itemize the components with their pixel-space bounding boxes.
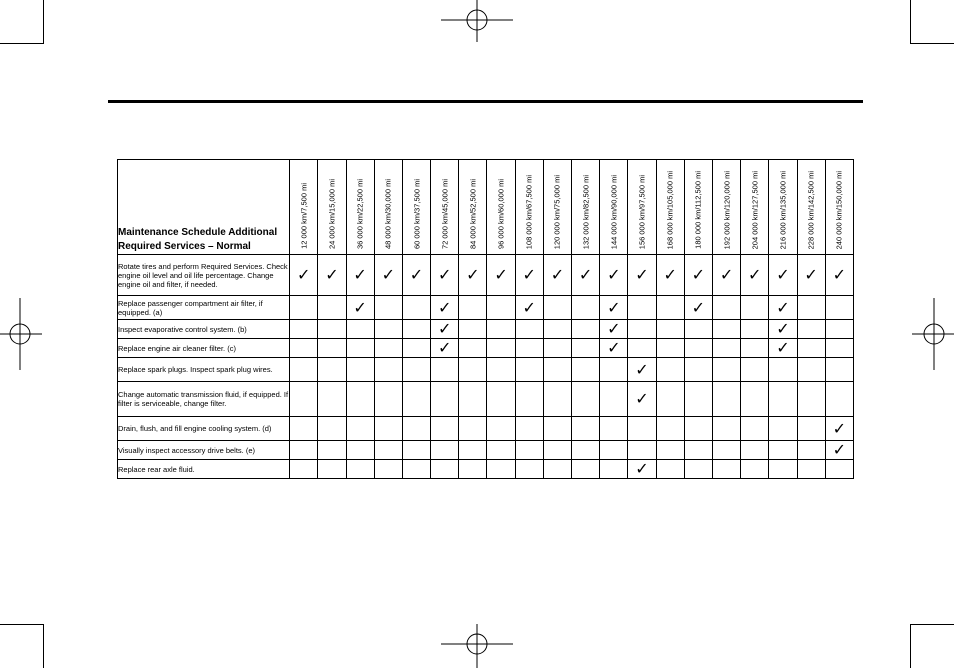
interval-cell [769,358,797,382]
interval-cell [825,417,853,441]
interval-cell [318,382,346,417]
interval-cell [797,320,825,339]
table-row [118,339,854,358]
interval-header [402,160,430,255]
check-mark-icon: ✓ [578,265,593,284]
interval-label: 180 000 km/112,500 mi [693,171,703,249]
interval-cell [656,339,684,358]
interval-cell [600,255,628,296]
interval-cell [487,441,515,460]
interval-cell [402,358,430,382]
interval-cell [712,339,740,358]
interval-cell [346,417,374,441]
service-description: Rotate tires and perform Required Services. Check engine oil level and oil life percentage. Change engine oil and filter, if needed. [118,255,290,296]
maintenance-schedule-table [117,159,854,479]
interval-header [459,160,487,255]
interval-cell [290,358,318,382]
interval-cell [769,320,797,339]
table-body [118,255,854,479]
crop-mark [910,624,911,668]
interval-cell [402,255,430,296]
interval-cell [769,339,797,358]
interval-cell [712,255,740,296]
check-mark-icon: ✓ [353,265,367,284]
check-mark-icon: ✓ [776,297,790,317]
check-mark-icon: ✓ [804,265,818,284]
interval-cell [431,460,459,479]
interval-cell [741,358,769,382]
interval-header [628,160,656,255]
interval-cell [797,255,825,296]
interval-cell [797,441,825,460]
table-row [118,320,854,339]
crop-mark [0,43,44,44]
interval-cell [572,320,600,339]
interval-cell [318,255,346,296]
service-description: Replace rear axle fluid. [118,460,290,479]
interval-cell [487,339,515,358]
interval-cell [769,255,797,296]
interval-cell [769,296,797,320]
interval-cell [459,358,487,382]
interval-label: 120 000 km/75,000 mi [552,174,562,249]
interval-cell [684,441,712,460]
interval-cell [572,358,600,382]
interval-cell [684,296,712,320]
check-mark-icon: ✓ [832,418,847,438]
interval-label: 84 000 km/52,500 mi [468,178,478,249]
interval-cell [769,417,797,441]
interval-cell [572,255,600,296]
interval-label: 24 000 km/15,000 mi [327,178,337,249]
interval-cell [825,441,853,460]
interval-cell [572,417,600,441]
crop-mark [43,0,44,44]
interval-cell [712,441,740,460]
interval-cell [600,339,628,358]
interval-cell [684,320,712,339]
interval-cell [431,320,459,339]
interval-cell [543,382,571,417]
check-mark-icon: ✓ [381,265,396,284]
interval-label: 48 000 km/30,000 mi [383,178,393,249]
table-title: Maintenance Schedule Additional Required Services – Normal [118,160,290,255]
interval-header [318,160,346,255]
interval-cell [656,460,684,479]
interval-cell [318,296,346,320]
interval-cell [459,417,487,441]
interval-cell [741,382,769,417]
interval-cell [543,460,571,479]
check-mark-icon: ✓ [437,297,452,317]
interval-cell [741,417,769,441]
interval-cell [656,255,684,296]
interval-cell [600,417,628,441]
interval-cell [515,255,543,296]
interval-cell [684,460,712,479]
interval-cell [712,417,740,441]
table-row [118,441,854,460]
interval-cell [712,296,740,320]
interval-cell [318,417,346,441]
interval-cell [600,320,628,339]
interval-label: 72 000 km/45,000 mi [440,178,450,249]
interval-cell [515,441,543,460]
interval-cell [487,417,515,441]
interval-cell [402,296,430,320]
check-mark-icon: ✓ [776,338,790,357]
interval-cell [346,460,374,479]
interval-cell [374,417,402,441]
check-mark-icon: ✓ [691,297,706,317]
interval-cell [825,358,853,382]
service-description: Replace engine air cleaner filter. (c) [118,339,290,358]
interval-cell [825,296,853,320]
interval-cell [290,441,318,460]
interval-cell [741,255,769,296]
interval-label: 12 000 km/7,500 mi [299,183,309,249]
interval-cell [402,320,430,339]
interval-label: 36 000 km/22,500 mi [355,178,365,249]
interval-cell [600,441,628,460]
interval-cell [572,460,600,479]
interval-header [515,160,543,255]
interval-label: 132 000 km/82,500 mi [581,174,591,249]
interval-label: 156 000 km/97,500 mi [637,174,647,249]
interval-cell [346,296,374,320]
header-rule [108,100,863,103]
interval-header [374,160,402,255]
interval-cell [515,320,543,339]
interval-cell [543,320,571,339]
interval-header [797,160,825,255]
interval-cell [374,382,402,417]
interval-cell [741,441,769,460]
check-mark-icon: ✓ [691,265,706,284]
interval-cell [515,382,543,417]
interval-cell [402,417,430,441]
interval-cell [402,441,430,460]
interval-cell [600,358,628,382]
interval-cell [290,339,318,358]
interval-cell [374,320,402,339]
check-mark-icon: ✓ [437,265,452,284]
interval-cell [656,382,684,417]
interval-header [487,160,515,255]
interval-cell [290,255,318,296]
check-mark-icon: ✓ [437,338,452,357]
interval-cell [318,441,346,460]
check-mark-icon: ✓ [776,319,790,338]
interval-cell [431,339,459,358]
interval-label: 144 000 km/90,000 mi [609,174,619,249]
interval-cell [684,255,712,296]
crop-mark [43,624,44,668]
interval-header [741,160,769,255]
interval-cell [741,339,769,358]
table-row [118,460,854,479]
interval-cell [374,460,402,479]
check-mark-icon: ✓ [353,297,367,317]
interval-cell [431,255,459,296]
interval-cell [515,460,543,479]
interval-cell [769,441,797,460]
check-mark-icon: ✓ [776,265,790,284]
interval-cell [290,296,318,320]
interval-cell [684,358,712,382]
crop-mark [910,0,911,44]
interval-cell [572,441,600,460]
interval-cell [741,320,769,339]
interval-cell [346,320,374,339]
interval-cell [656,320,684,339]
interval-cell [543,296,571,320]
interval-cell [402,460,430,479]
interval-cell [374,255,402,296]
interval-cell [656,417,684,441]
interval-cell [712,460,740,479]
interval-cell [572,296,600,320]
interval-cell [374,296,402,320]
interval-cell [628,417,656,441]
interval-label: 60 000 km/37,500 mi [412,178,421,249]
interval-cell [318,358,346,382]
interval-cell [459,460,487,479]
interval-cell [290,382,318,417]
interval-header [290,160,318,255]
check-mark-icon: ✓ [409,265,424,284]
interval-label: 228 000 km/142,500 mi [806,170,816,249]
interval-cell [628,460,656,479]
interval-cell [572,339,600,358]
interval-cell [487,296,515,320]
check-mark-icon: ✓ [297,265,311,284]
interval-cell [318,320,346,339]
registration-target-icon [0,298,44,370]
check-mark-icon: ✓ [466,265,480,284]
interval-cell [684,339,712,358]
interval-cell [628,296,656,320]
interval-cell [712,358,740,382]
interval-cell [487,382,515,417]
interval-cell [487,460,515,479]
interval-cell [431,296,459,320]
interval-label: 168 000 km/105,000 mi [665,170,675,249]
service-description: Visually inspect accessory drive belts. (e) [118,441,290,460]
interval-cell [797,460,825,479]
interval-cell [431,441,459,460]
interval-cell [515,339,543,358]
interval-cell [290,417,318,441]
interval-cell [431,417,459,441]
interval-cell [459,441,487,460]
check-mark-icon: ✓ [635,359,649,379]
interval-cell [346,358,374,382]
interval-cell [515,417,543,441]
interval-cell [459,339,487,358]
check-mark-icon: ✓ [748,265,762,284]
interval-cell [402,339,430,358]
interval-header [825,160,853,255]
interval-cell [600,296,628,320]
table-row [118,296,854,320]
interval-cell [712,382,740,417]
interval-cell [656,441,684,460]
interval-label: 108 000 km/67,500 mi [524,174,534,249]
interval-header [769,160,797,255]
service-description: Replace passenger compartment air filter, if equipped. (a) [118,296,290,320]
interval-cell [543,339,571,358]
interval-cell [797,296,825,320]
interval-cell [825,460,853,479]
service-description: Replace spark plugs. Inspect spark plug wires. [118,358,290,382]
interval-cell [318,460,346,479]
interval-cell [290,460,318,479]
interval-cell [712,320,740,339]
interval-cell [741,460,769,479]
interval-cell [825,255,853,296]
interval-header [684,160,712,255]
interval-cell [459,296,487,320]
check-mark-icon: ✓ [494,265,508,284]
interval-cell [797,358,825,382]
interval-cell [487,358,515,382]
interval-cell [656,358,684,382]
interval-cell [543,417,571,441]
interval-cell [515,358,543,382]
check-mark-icon: ✓ [635,265,649,284]
interval-cell [543,358,571,382]
interval-cell [431,358,459,382]
interval-cell [346,255,374,296]
check-mark-icon: ✓ [325,265,339,284]
interval-header [600,160,628,255]
interval-cell [572,382,600,417]
interval-cell [487,255,515,296]
interval-cell [628,320,656,339]
interval-cell [374,339,402,358]
check-mark-icon: ✓ [832,440,847,459]
interval-cell [628,255,656,296]
service-description: Change automatic transmission fluid, if equipped. If filter is serviceable, change filter. [118,382,290,417]
interval-cell [600,460,628,479]
check-mark-icon: ✓ [663,265,677,284]
interval-cell [318,339,346,358]
interval-cell [346,441,374,460]
check-mark-icon: ✓ [522,297,536,317]
crop-mark [910,43,954,44]
interval-header [656,160,684,255]
interval-cell [628,339,656,358]
check-mark-icon: ✓ [635,389,649,408]
interval-cell [374,441,402,460]
interval-label: 240 000 km/150,000 mi [834,170,844,249]
interval-label: 216 000 km/135,000 mi [778,170,788,249]
interval-cell [797,382,825,417]
interval-cell [431,382,459,417]
interval-header [543,160,571,255]
interval-header [346,160,374,255]
service-description: Drain, flush, and fill engine cooling system. (d) [118,417,290,441]
interval-header [712,160,740,255]
check-mark-icon: ✓ [607,297,621,317]
interval-header [572,160,600,255]
interval-cell [628,441,656,460]
interval-cell [459,320,487,339]
registration-target-icon [441,624,513,668]
header-row [118,160,854,255]
check-mark-icon: ✓ [607,319,621,338]
table-row [118,417,854,441]
interval-cell [290,320,318,339]
interval-cell [769,460,797,479]
interval-cell [684,382,712,417]
check-mark-icon: ✓ [550,265,565,284]
interval-cell [346,382,374,417]
interval-cell [797,417,825,441]
interval-label: 96 000 km/60,000 mi [496,178,506,249]
check-mark-icon: ✓ [635,459,649,478]
table-row [118,255,854,296]
check-mark-icon: ✓ [607,265,621,284]
interval-cell [741,296,769,320]
interval-cell [543,255,571,296]
interval-cell [374,358,402,382]
interval-cell [402,382,430,417]
interval-label: 192 000 km/120,000 mi [722,170,732,249]
interval-header [431,160,459,255]
check-mark-icon: ✓ [607,338,621,357]
table-row [118,358,854,382]
check-mark-icon: ✓ [437,319,452,338]
interval-label: 204 000 km/127,500 mi [750,170,760,249]
service-description: Inspect evaporative control system. (b) [118,320,290,339]
interval-cell [515,296,543,320]
interval-cell [346,339,374,358]
interval-cell [487,320,515,339]
interval-cell [656,296,684,320]
check-mark-icon: ✓ [719,265,734,284]
crop-mark [0,624,44,625]
crop-mark [910,624,954,625]
interval-cell [825,339,853,358]
interval-cell [543,441,571,460]
check-mark-icon: ✓ [832,265,847,284]
registration-target-icon [441,0,513,44]
interval-cell [600,382,628,417]
interval-cell [769,382,797,417]
interval-cell [628,358,656,382]
table-row [118,382,854,417]
check-mark-icon: ✓ [522,265,536,284]
interval-cell [797,339,825,358]
registration-target-icon [910,298,954,370]
interval-cell [825,382,853,417]
interval-cell [628,382,656,417]
interval-cell [459,255,487,296]
interval-cell [684,417,712,441]
interval-cell [459,382,487,417]
interval-cell [825,320,853,339]
